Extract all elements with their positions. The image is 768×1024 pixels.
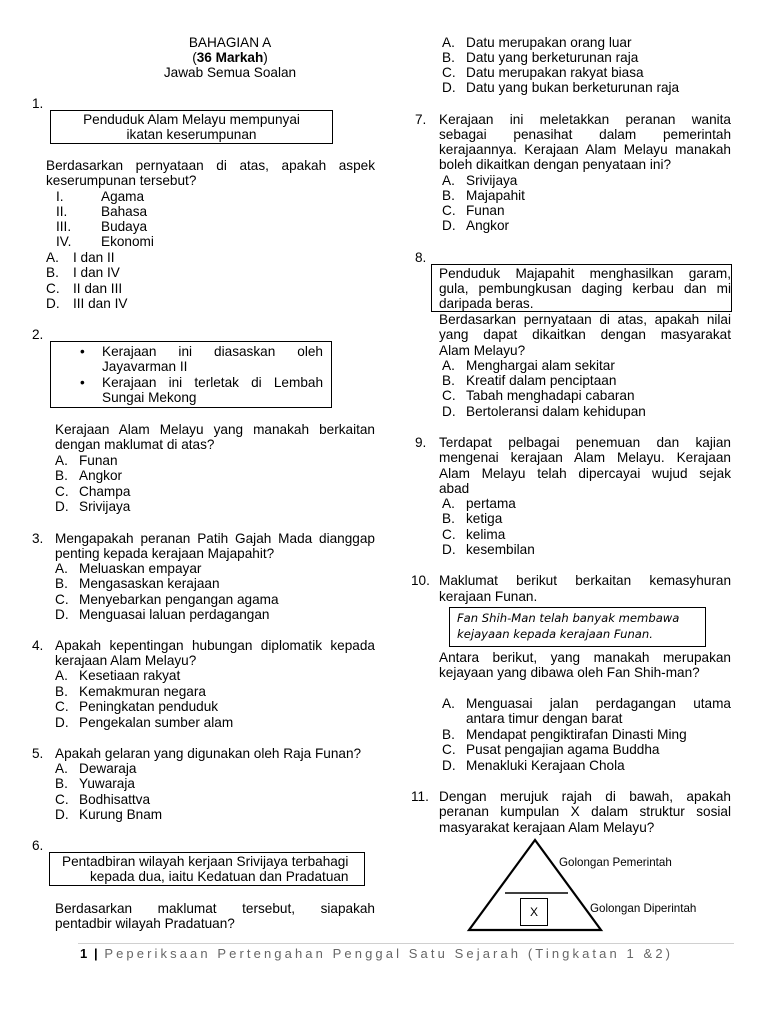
q2-stem-line: dengan maklumat di atas? <box>55 437 215 452</box>
option-text: Datu merupakan rakyat biasa <box>466 65 644 80</box>
q4-stem-line: Apakah kepentingan hubungan diplomatik kepada <box>55 638 375 653</box>
q8-stem-line: Alam Melayu? <box>439 343 526 358</box>
q10-stem2-line: Antara berikut, yang manakah merupakan <box>439 650 731 665</box>
q10-box-line: Fan Shih-Man telah banyak membawa <box>457 611 680 625</box>
q10-info-box <box>449 607 706 647</box>
option-text: II dan III <box>73 281 123 296</box>
q9-stem-line: mengenai kerajaan Alam Melayu. Kerajaan <box>439 450 731 465</box>
q5-stem-line: Apakah gelaran yang digunakan oleh Raja Funan? <box>55 746 362 761</box>
q1-box-line: ikatan keserumpunan <box>126 127 257 142</box>
option-text: Champa <box>79 484 131 499</box>
option-text: Kreatif dalam penciptaan <box>466 373 617 388</box>
q9-stem-line: Alam Melayu telah dipercayai wujud sejak <box>439 466 731 481</box>
option-text: Menguasai jalan perdagangan utama <box>466 696 731 711</box>
option-letter: B. <box>55 684 68 699</box>
option-text: Pusat pengajian agama Buddha <box>466 742 660 757</box>
option-text: kelima <box>466 527 506 542</box>
q8-stem-line: yang dapat dikaitkan dengan masyarakat <box>439 327 731 342</box>
q10-number: 10. <box>411 573 430 588</box>
option-text: Datu yang berketurunan raja <box>466 50 639 65</box>
option-text: Meluaskan empayar <box>79 561 202 576</box>
option-text: Mengasaskan kerajaan <box>79 576 220 591</box>
q7-stem-line: kerajaannya. Kerajaan Alam Melayu manakah <box>439 142 731 157</box>
q5-number: 5. <box>32 746 44 761</box>
option-letter: B. <box>55 468 68 483</box>
q1-roman-text: Budaya <box>101 219 148 234</box>
q8-number: 8. <box>415 250 427 265</box>
option-text: Tabah menghadapi cabaran <box>466 388 635 403</box>
option-text: Kurung Bnam <box>79 807 163 822</box>
q6-box-line: Pentadbiran wilayah kerjaan Srivijaya terbahagi <box>62 854 349 869</box>
q9-number: 9. <box>415 435 427 450</box>
option-letter: D. <box>55 807 69 822</box>
q6-stem-line: pentadbir wilayah Pradatuan? <box>55 916 235 931</box>
option-letter: C. <box>55 792 69 807</box>
option-letter: A. <box>46 250 59 265</box>
q6-number: 6. <box>32 838 44 853</box>
option-text: Funan <box>466 203 505 218</box>
q11-stem-line: Dengan merujuk rajah di bawah, apakah <box>439 789 731 804</box>
footer-rule <box>78 943 734 944</box>
section-title: BAHAGIAN A <box>188 35 272 50</box>
option-letter: C. <box>442 388 456 403</box>
q1-roman-num: I. <box>56 189 64 204</box>
q8-stem-line: Berdasarkan pernyataan di atas, apakah nilai <box>439 312 731 327</box>
q8-box-line: gula, pembungkusan daging kerbau dan mi <box>439 281 731 296</box>
q1-roman-text: Agama <box>101 189 145 204</box>
option-text: I dan IV <box>73 265 120 280</box>
label-golongan-pemerintah: Golongan Pemerintah <box>559 856 672 869</box>
q1-box-line: Penduduk Alam Melayu mempunyai <box>83 112 300 127</box>
q4-number: 4. <box>32 638 44 653</box>
q6-info-box <box>49 852 365 886</box>
option-text: Yuwaraja <box>79 776 135 791</box>
page-number: 1 <box>80 946 88 961</box>
option-text: Kesetiaan rakyat <box>79 668 181 683</box>
q9-stem-line: abad <box>439 481 470 496</box>
label-golongan-diperintah: Golongan Diperintah <box>590 902 697 915</box>
q11-stem-line: peranan kumpulan X dalam struktur sosial <box>439 804 731 819</box>
option-letter: A. <box>55 561 68 576</box>
option-text: Datu merupakan orang luar <box>466 35 632 50</box>
option-text: Menguasai laluan perdagangan <box>79 607 270 622</box>
option-letter: A. <box>442 496 455 511</box>
option-letter: A. <box>55 668 68 683</box>
q10-stem2-line: kejayaan yang dibawa oleh Fan Shih-man? <box>439 665 700 680</box>
option-letter: B. <box>46 265 59 280</box>
option-letter: C. <box>55 592 69 607</box>
option-text: Menakluki Kerajaan Chola <box>466 758 625 773</box>
option-letter: D. <box>55 715 69 730</box>
option-letter: C. <box>442 65 456 80</box>
q10-stem-line: Maklumat berikut berkaitan kemasyhuran <box>439 573 731 588</box>
q3-stem-line: penting kepada kerajaan Majapahit? <box>55 546 275 561</box>
option-text: Dewaraja <box>79 761 137 776</box>
q8-box-line: Penduduk Majapahit menghasilkan garam, <box>439 266 731 281</box>
option-text: Srivijaya <box>79 499 131 514</box>
q7-stem-line: boleh dikaitkan dengan penyataan ini? <box>439 157 672 172</box>
option-text: Angkor <box>79 468 123 483</box>
x-box <box>520 898 548 926</box>
q7-stem-line: Kerajaan ini meletakkan peranan wanita <box>439 112 731 127</box>
option-letter: A. <box>55 453 68 468</box>
option-text: antara timur dengan barat <box>466 711 623 726</box>
option-letter: D. <box>442 542 456 557</box>
q3-number: 3. <box>32 531 44 546</box>
option-text: I dan II <box>73 250 115 265</box>
option-letter: C. <box>442 742 456 757</box>
q10-stem-line: kerajaan Funan. <box>439 589 538 604</box>
q11-stem-line: masyarakat kerajaan Alam Melayu? <box>439 820 655 835</box>
q2-bullet-line: • Kerajaan ini terletak di Lembah <box>102 375 323 390</box>
q1-roman-num: II. <box>56 204 68 219</box>
q3-stem-line: Mengapakah peranan Patih Gajah Mada dianggap <box>55 531 375 546</box>
option-letter: C. <box>442 203 456 218</box>
instruction: Jawab Semua Soalan <box>163 65 297 80</box>
option-text: Pengekalan sumber alam <box>79 715 234 730</box>
option-letter: A. <box>442 35 455 50</box>
option-text: kesembilan <box>466 542 535 557</box>
page-footer <box>80 946 673 961</box>
q7-stem-line: sebagai penasihat dalam pemerintah <box>439 127 731 142</box>
option-letter: D. <box>442 758 456 773</box>
option-text: Peningkatan penduduk <box>79 699 219 714</box>
option-letter: B. <box>442 50 455 65</box>
q1-roman-num: IV. <box>56 234 72 249</box>
option-letter: C. <box>46 281 60 296</box>
q6-box-line: kepada dua, iaitu Kedatuan dan Pradatuan <box>90 869 349 884</box>
option-letter: B. <box>55 576 68 591</box>
option-letter: A. <box>55 761 68 776</box>
option-text: Srivijaya <box>466 173 518 188</box>
option-letter: A. <box>442 173 455 188</box>
option-text: Datu yang bukan berketurunan raja <box>466 80 680 95</box>
option-letter: D. <box>442 404 456 419</box>
q8-box-line: daripada beras. <box>439 296 534 311</box>
marks-line: (36 Markah) <box>192 50 268 65</box>
option-text: Menghargai alam sekitar <box>466 358 615 373</box>
option-text: pertama <box>466 496 516 511</box>
option-text: Funan <box>79 453 118 468</box>
q4-stem-line: kerajaan Alam Melayu? <box>55 653 197 668</box>
option-letter: B. <box>442 511 455 526</box>
q2-info-box <box>50 341 332 408</box>
q1-roman-num: III. <box>56 219 72 234</box>
option-letter: D. <box>46 296 60 311</box>
q1-number: 1. <box>32 96 44 111</box>
option-text: Kemakmuran negara <box>79 684 206 699</box>
q9-stem-line: Terdapat pelbagai penemuan dan kajian <box>439 435 731 450</box>
option-letter: D. <box>55 607 69 622</box>
option-letter: B. <box>442 188 455 203</box>
option-letter: A. <box>442 696 455 711</box>
option-text: Bertoleransi dalam kehidupan <box>466 404 646 419</box>
q1-stem-line: keserumpunan tersebut? <box>46 173 197 188</box>
option-text: Menyebarkan pengangan agama <box>79 592 279 607</box>
q10-box-line: kejayaan kepada kerajaan Funan. <box>457 627 653 641</box>
q2-bullet-line: Jayavarman II <box>102 359 188 374</box>
q2-stem-line: Kerajaan Alam Melayu yang manakah berkaitan <box>55 422 375 437</box>
q2-bullet-line: Sungai Mekong <box>102 390 197 405</box>
q11-number: 11. <box>411 789 429 804</box>
option-text: Majapahit <box>466 188 525 203</box>
option-letter: B. <box>442 373 455 388</box>
option-letter: D. <box>442 80 456 95</box>
option-letter: C. <box>442 527 456 542</box>
footer-separator: | <box>93 946 98 961</box>
q7-number: 7. <box>415 112 427 127</box>
option-letter: D. <box>55 499 69 514</box>
option-letter: B. <box>442 727 455 742</box>
q8-info-box <box>431 264 732 312</box>
q2-bullet-line: • Kerajaan ini diasaskan oleh <box>102 344 323 359</box>
q1-roman-text: Ekonomi <box>101 234 154 249</box>
q1-stem-line: Berdasarkan pernyataan di atas, apakah aspek <box>46 158 375 173</box>
option-text: ketiga <box>466 511 503 526</box>
option-text: Bodhisattva <box>79 792 151 807</box>
q6-stem-line: Berdasarkan maklumat tersebut, siapakah <box>55 901 375 916</box>
option-letter: C. <box>55 484 69 499</box>
option-text: III dan IV <box>73 296 128 311</box>
option-letter: D. <box>442 218 456 233</box>
footer-text: Peperiksaan Pertengahan Penggal Satu Sejarah (Tingkatan 1 &2) <box>104 946 674 961</box>
q1-info-box <box>50 110 333 144</box>
option-text: Angkor <box>466 218 510 233</box>
q1-roman-text: Bahasa <box>101 204 148 219</box>
marks-value: 36 Markah <box>196 50 264 65</box>
option-letter: C. <box>55 699 69 714</box>
x-label: X <box>529 905 538 919</box>
q2-number: 2. <box>32 327 44 342</box>
option-text: Mendapat pengiktirafan Dinasti Ming <box>466 727 687 742</box>
option-letter: B. <box>55 776 68 791</box>
option-letter: A. <box>442 358 455 373</box>
